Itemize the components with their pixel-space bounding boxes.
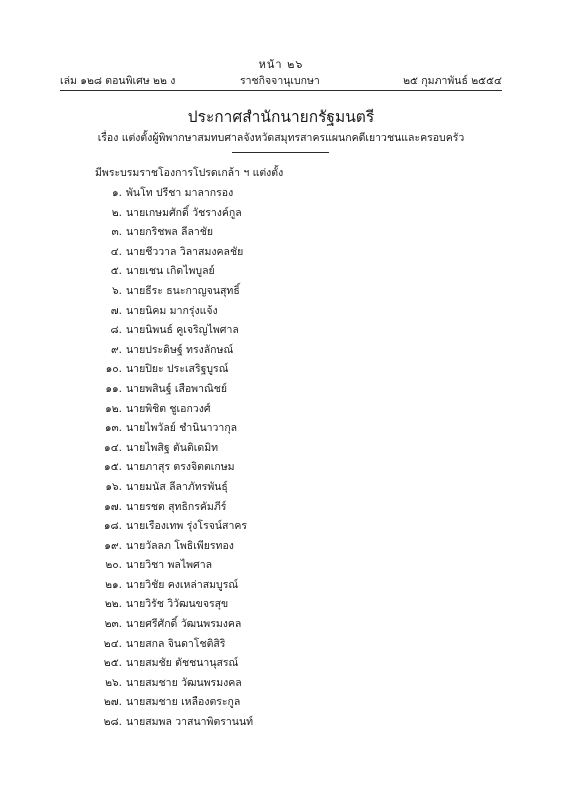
appointee-number: ๑๖. — [105, 480, 122, 493]
appointee-item — [96, 184, 253, 204]
appointee-item — [96, 713, 253, 733]
appointee-number: ๑๐. — [105, 363, 122, 376]
appointee-number: ๔. — [110, 245, 122, 258]
appointee-item — [96, 498, 253, 518]
appointee-list — [96, 184, 253, 733]
appointee-item — [96, 576, 253, 596]
appointee-name: นายมนัส ลีลาภัทรพันธุ์ — [126, 480, 228, 493]
appointee-item — [96, 674, 253, 694]
appointee-item — [96, 360, 253, 380]
appointee-name: นายภาสุร ตรงจิตตเกษม — [126, 461, 235, 474]
appointee-number: ๒๔. — [103, 637, 122, 650]
appointee-name: นายปิยะ ประเสริฐบูรณ์ — [126, 363, 229, 376]
appointee-name: นายสมชาย วัฒนพรมงคล — [126, 676, 242, 689]
appointee-number: ๑๗. — [104, 500, 122, 513]
appointee-item — [96, 458, 253, 478]
appointee-name: นายธีระ ธนะกาญจนสุทธิ์ — [126, 284, 240, 297]
document-subject: เรื่อง แต่งตั้งผู้พิพากษาสมทบศาลจังหวัดสมุทรสาครแผนกคดีเยาวชนและครอบครัว — [97, 132, 465, 144]
appointee-item — [96, 282, 253, 302]
appointee-number: ๑๘. — [103, 520, 122, 533]
appointee-number: ๑๓. — [104, 422, 122, 435]
appointee-item — [96, 693, 253, 713]
appointee-item — [96, 537, 253, 557]
appointee-name: นายสมชัย ตัชชนานุสรณ์ — [126, 657, 239, 670]
appointee-number: ๒๒. — [104, 598, 122, 611]
appointee-item — [96, 517, 253, 537]
appointee-name: นายเชน เกิดไพบูลย์ — [126, 265, 215, 278]
appointee-item — [96, 654, 253, 674]
appointee-item — [96, 204, 253, 224]
page-number: หน้า ๒๖ — [258, 58, 304, 71]
appointee-item — [96, 262, 253, 282]
appointee-name: นายวัลลภ โพธิเพียรทอง — [126, 539, 234, 552]
appointee-item — [96, 321, 253, 341]
appointee-number: ๑๒. — [105, 402, 122, 415]
appointee-item — [96, 595, 253, 615]
appointee-number: ๒. — [111, 206, 122, 219]
appointment-intro: มีพระบรมราชโองการโปรดเกล้า ฯ แต่งตั้ง — [95, 167, 284, 179]
appointee-item — [96, 243, 253, 263]
gazette-journal-name: ราชกิจจานุเบกษา — [240, 75, 320, 87]
appointee-name: นายประดิษฐ์ ทรงลักษณ์ — [126, 343, 234, 356]
gazette-date: ๒๕ กุมภาพันธ์ ๒๕๕๔ — [403, 75, 502, 87]
appointee-name: นายชีววาล วิลาสมงคลชัย — [126, 245, 244, 258]
appointee-item — [96, 380, 253, 400]
appointee-item — [96, 223, 253, 243]
document-title: ประกาศสำนักนายกรัฐมนตรี — [187, 108, 375, 126]
appointee-name: นายพิชิต ชูเอกวงศ์ — [126, 402, 211, 415]
appointee-item — [96, 615, 253, 635]
appointee-number: ๘. — [110, 324, 122, 337]
appointee-number: ๙. — [110, 343, 122, 356]
appointee-name: นายนิคม มากรุ่งแจ้ง — [126, 304, 218, 317]
appointee-name: นายไพวัลย์ ชำนินาวากุล — [126, 422, 238, 435]
appointee-number: ๒๖. — [105, 676, 122, 689]
appointee-number: ๒๗. — [103, 696, 122, 709]
appointee-number: ๓. — [111, 226, 122, 239]
appointee-number: ๕. — [110, 265, 122, 278]
appointee-number: ๑๑. — [105, 382, 122, 395]
appointee-number: ๑๔. — [104, 441, 122, 454]
appointee-number: ๑๙. — [104, 539, 122, 552]
appointee-name: นายไพสิฐ ตันติเดมิท — [126, 441, 219, 454]
appointee-name: นายรชต สุทธิกรคัมภีร์ — [126, 500, 227, 513]
appointee-number: ๒๕. — [103, 657, 122, 670]
appointee-name: นายเกษมศักดิ์ วัชรางค์กูล — [126, 206, 242, 219]
appointee-name: นายพสินฐ์ เสือพาณิชย์ — [126, 382, 228, 395]
appointee-name: นายวิชัย คงเหล่าสมบูรณ์ — [126, 578, 239, 591]
appointee-item — [96, 635, 253, 655]
appointee-name: นายสมชาย เหลืองตระกูล — [126, 696, 241, 709]
appointee-number: ๗. — [110, 304, 122, 317]
appointee-number: ๖. — [111, 284, 122, 297]
title-divider — [232, 152, 329, 153]
appointee-name: นายสกล จินดาโชติสิริ — [126, 637, 226, 650]
appointee-item — [96, 341, 253, 361]
appointee-name: นายกริชพล ลีลาชัย — [126, 226, 214, 239]
appointee-name: นายวิชา พลไพศาล — [126, 559, 213, 572]
header-divider — [60, 90, 502, 91]
appointee-name: นายวิรัช วิวัฒนขจรสุข — [126, 598, 229, 611]
gazette-volume: เล่ม ๑๒๘ ตอนพิเศษ ๒๒ ง — [60, 75, 176, 87]
appointee-item — [96, 400, 253, 420]
gazette-header — [60, 72, 502, 88]
appointee-number: ๒๘. — [103, 716, 122, 729]
appointee-item — [96, 478, 253, 498]
appointee-name: นายนิพนธ์ คูเจริญไพศาล — [126, 324, 239, 337]
appointee-item — [96, 556, 253, 576]
appointee-number: ๒๐. — [105, 559, 122, 572]
appointee-item — [96, 302, 253, 322]
appointee-number: ๑๕. — [104, 461, 122, 474]
appointee-name: นายสมพล วาสนาพิตรานนท์ — [126, 716, 254, 729]
appointee-number: ๑. — [111, 187, 122, 199]
appointee-item — [96, 439, 253, 459]
appointee-item — [96, 419, 253, 439]
appointee-name: นายเรืองเทพ รุ่งโรจน์สาคร — [126, 520, 248, 533]
appointee-name: พันโท ปรีชา มาลากรอง — [126, 187, 234, 199]
appointee-number: ๒๑. — [105, 578, 122, 591]
appointee-number: ๒๓. — [104, 618, 122, 631]
appointee-name: นายศรีศักดิ์ วัฒนพรมงคล — [126, 618, 242, 631]
